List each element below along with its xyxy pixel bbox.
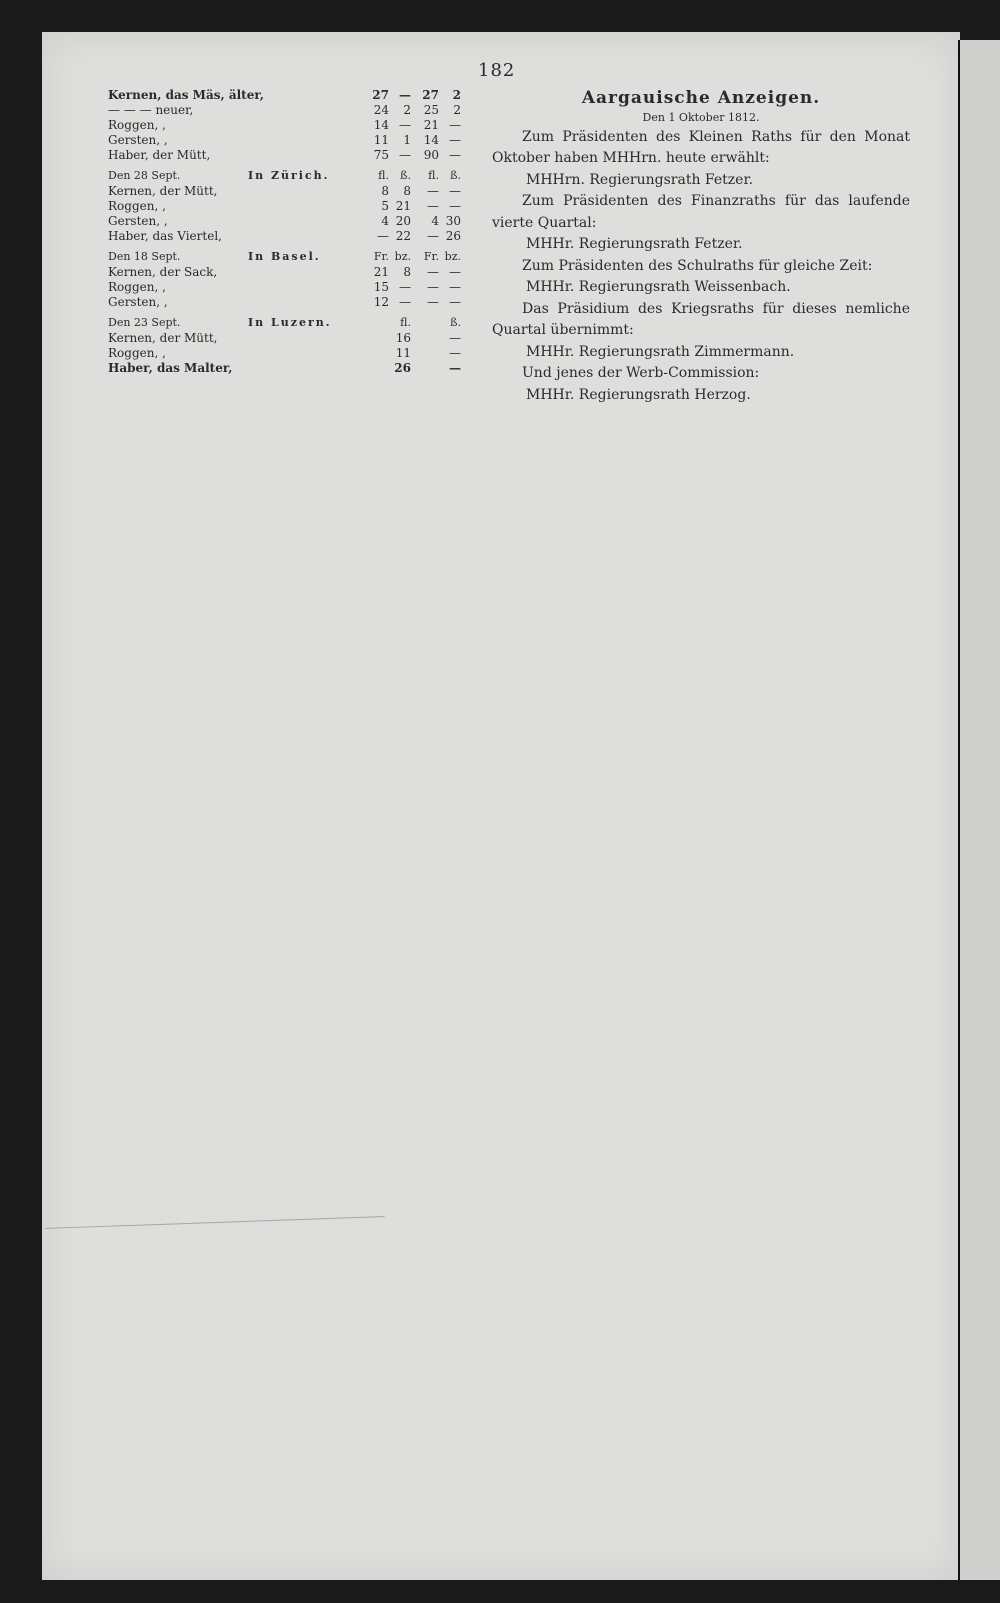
price-row xyxy=(108,295,548,310)
price-value: 4 xyxy=(381,214,389,228)
price-row xyxy=(108,103,548,118)
currency-unit: ß. xyxy=(450,316,461,329)
price-value: 15 xyxy=(373,280,389,294)
price-value: — xyxy=(449,346,461,360)
price-value: 26 xyxy=(445,229,461,243)
price-value: — xyxy=(427,265,439,279)
market-date: Den 23 Sept. xyxy=(108,316,181,329)
price-value: 14 xyxy=(373,118,389,132)
price-value: — xyxy=(449,148,461,162)
notice-lines xyxy=(492,127,910,407)
price-row-label: Gersten, , xyxy=(108,214,168,228)
price-row xyxy=(108,148,548,163)
price-row-label: Haber, das Malter, xyxy=(108,361,233,375)
price-value: 25 xyxy=(423,103,439,117)
price-value: — xyxy=(427,229,439,243)
price-value: 14 xyxy=(423,133,439,147)
price-value: 27 xyxy=(372,88,389,102)
price-value: — xyxy=(449,133,461,147)
price-row-label: Kernen, der Mütt, xyxy=(108,331,218,345)
appointee-line: MHHr. Regierungsrath Fetzer. xyxy=(526,236,743,252)
appointee-line: MHHr. Regierungsrath Weissenbach. xyxy=(526,279,791,295)
currency-unit: fl. xyxy=(400,316,411,329)
price-value: — xyxy=(399,88,411,102)
notice-paragraph: Zum Präsidenten des Finanzraths für das laufende vierte Quartal: xyxy=(492,193,910,231)
price-row-label: Roggen, , xyxy=(108,346,166,360)
price-value: 90 xyxy=(423,148,439,162)
price-value: — xyxy=(449,184,461,198)
price-value: 1 xyxy=(403,133,411,147)
price-row-label: Kernen, das Mäs, älter, xyxy=(108,88,264,102)
appointee-line: MHHr. Regierungsrath Zimmermann. xyxy=(526,343,795,360)
price-value: 75 xyxy=(373,148,389,162)
price-value: — xyxy=(427,199,439,213)
price-value: 27 xyxy=(422,88,439,102)
price-value: — xyxy=(449,199,461,213)
price-row xyxy=(108,214,548,229)
currency-unit: fl. xyxy=(428,169,439,182)
price-value: — xyxy=(399,118,411,132)
notices-dateline: Den 1 Oktober 1812. xyxy=(642,110,760,124)
notices-title: Aargauische Anzeigen. xyxy=(581,88,821,108)
price-row xyxy=(108,199,548,214)
price-value: 20 xyxy=(395,214,411,228)
price-value: 21 xyxy=(395,199,411,213)
price-value: 22 xyxy=(395,229,411,243)
price-value: — xyxy=(399,148,411,162)
appointee-line: MHHr. Regierungsrath Herzog. xyxy=(526,386,751,403)
price-value: — xyxy=(427,295,439,309)
appointee-line: MHHrn. Regierungsrath Fetzer. xyxy=(526,171,754,188)
notice-paragraph: Zum Präsidenten des Schulraths für gleiche Zeit: xyxy=(522,257,873,274)
market-city: In Basel. xyxy=(248,250,321,263)
price-row xyxy=(108,331,548,346)
market-section-header xyxy=(108,169,548,184)
page-number: 182 xyxy=(478,60,516,81)
currency-unit: ß. xyxy=(450,169,461,182)
price-value: — xyxy=(449,331,461,345)
price-row xyxy=(108,133,548,148)
price-row-label: Haber, der Mütt, xyxy=(108,148,211,162)
notice-paragraph: Das Präsidium des Kriegsraths für dieses nemliche Quartal übernimmt: xyxy=(492,300,910,338)
price-value: 8 xyxy=(381,184,389,198)
price-row-label: Kernen, der Sack, xyxy=(108,265,218,279)
price-row-label: Roggen, , xyxy=(108,280,166,294)
price-value: 21 xyxy=(373,265,389,279)
market-section-header xyxy=(108,316,548,331)
notice-paragraph: Zum Präsidenten des Kleinen Raths für den Monat Oktober haben MHHrn. heute erwählt: xyxy=(492,128,910,166)
price-value: 8 xyxy=(403,265,411,279)
price-value: 2 xyxy=(452,88,461,102)
market-date: Den 28 Sept. xyxy=(108,169,181,182)
price-row xyxy=(108,229,548,244)
market-city: In Luzern. xyxy=(248,316,332,329)
adjacent-page-edge xyxy=(958,40,1000,1580)
price-value: 30 xyxy=(445,214,461,228)
price-value: 12 xyxy=(373,295,389,309)
price-value: 11 xyxy=(395,346,411,360)
currency-unit: Fr. xyxy=(423,250,439,263)
price-row-label: Kernen, der Mütt, xyxy=(108,184,218,198)
price-value: 4 xyxy=(431,214,439,228)
price-row xyxy=(108,265,548,280)
currency-unit: ß. xyxy=(400,169,411,182)
price-row-label: Gersten, , xyxy=(108,295,168,309)
market-date: Den 18 Sept. xyxy=(108,250,181,263)
price-value: 8 xyxy=(403,184,411,198)
price-row xyxy=(108,346,548,361)
currency-unit: Fr. xyxy=(373,250,389,263)
price-row-label: Haber, das Viertel, xyxy=(108,229,222,243)
currency-unit: fl. xyxy=(378,169,389,182)
market-city: In Zürich. xyxy=(248,169,330,182)
price-row-label: Roggen, , xyxy=(108,199,166,213)
price-value: 11 xyxy=(373,133,389,147)
price-value: 24 xyxy=(373,103,389,117)
price-value: — xyxy=(449,265,461,279)
grain-price-table xyxy=(108,88,548,376)
price-row xyxy=(108,88,548,103)
price-value: — xyxy=(427,280,439,294)
price-value: 5 xyxy=(381,199,389,213)
price-value: 21 xyxy=(423,118,439,132)
price-value: — xyxy=(399,295,411,309)
aargau-notices xyxy=(492,88,910,406)
price-row-label: Gersten, , xyxy=(108,133,168,147)
currency-unit: bz. xyxy=(444,250,461,263)
price-value: — xyxy=(427,184,439,198)
currency-unit: bz. xyxy=(394,250,411,263)
price-row xyxy=(108,118,548,133)
price-value: — xyxy=(449,118,461,132)
market-section-header xyxy=(108,250,548,265)
price-value: 16 xyxy=(395,331,411,345)
price-row-label: Roggen, , xyxy=(108,118,166,132)
price-value: — xyxy=(449,295,461,309)
price-value: 2 xyxy=(403,103,411,117)
notice-paragraph: Und jenes der Werb-Commission: xyxy=(522,365,760,381)
price-value: 26 xyxy=(394,361,411,375)
price-value: 2 xyxy=(453,103,461,117)
price-value: — xyxy=(449,361,461,375)
price-row-label: — — — neuer, xyxy=(108,103,194,117)
price-row xyxy=(108,280,548,295)
price-value: — xyxy=(377,229,389,243)
price-row xyxy=(108,184,548,199)
price-row xyxy=(108,361,548,376)
price-value: — xyxy=(399,280,411,294)
price-value: — xyxy=(449,280,461,294)
